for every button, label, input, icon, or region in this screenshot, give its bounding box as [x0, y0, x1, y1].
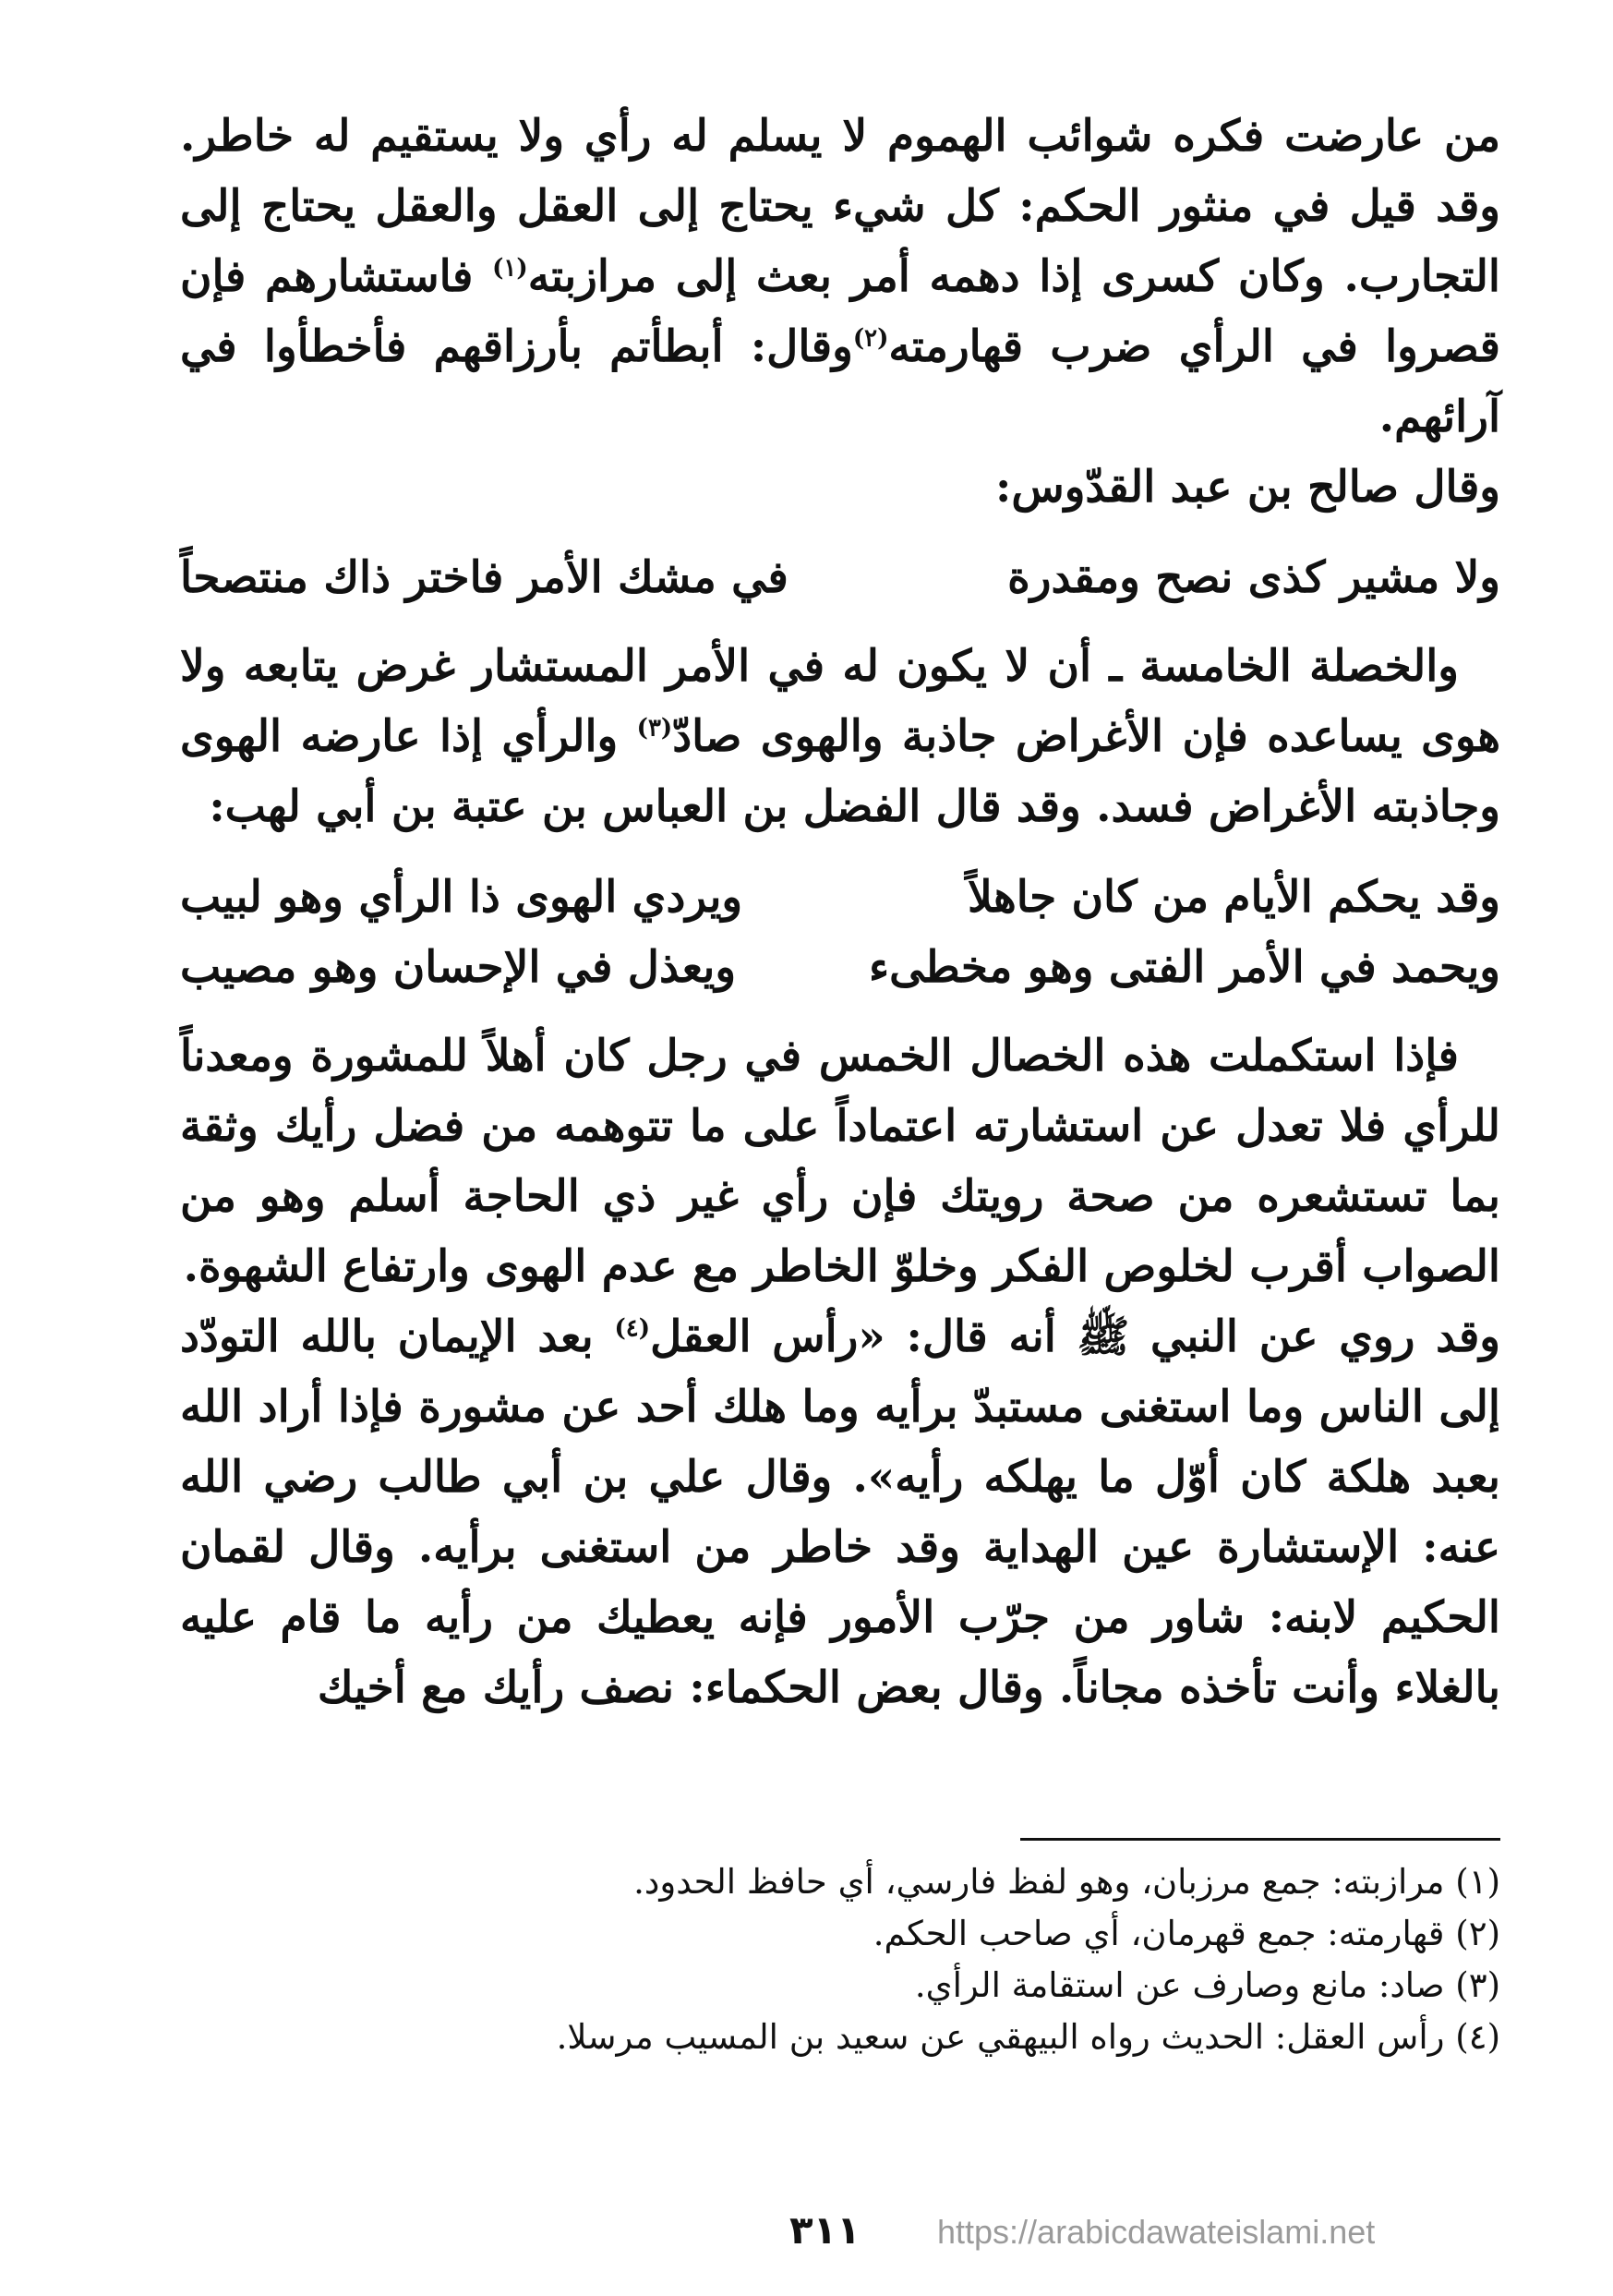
- paragraph-1: [180, 102, 1500, 453]
- verse-line-3: [180, 933, 1500, 1003]
- paragraph-5-text-b: بعد الإيمان بالله التودّد إلى الناس وما استغنى مستبدّ برأيه وما هلك أحد عن مشورة فإذا أراد الله بعبد هلكة كان أوّل ما يهلكه رأيه». وقال علي بن أبي طالب رضي الله عنه: الإستشارة عين الهداية وقد خاطر من استغنى برأيه. وقال لقمان الحكيم لابنه: شاور من جرّب الأمور فإنه يعطيك من رأيه ما قام عليه بالغلاء وأنت تأخذه مجاناً. وقال بعض الحكماء: نصف رأيك مع أخيك: [180, 1311, 1500, 1713]
- footnote-4: (٤) رأس العقل: الحديث رواه البيهقي عن سعيد بن المسيب مرسلا.: [556, 2017, 1500, 2057]
- verse-block-2: [180, 863, 1500, 1003]
- page-footer: [0, 2207, 1613, 2263]
- paragraph-1-text-c: وقال: أبطأتم بأرزاقهم فأخطأوا في آرائهم.: [180, 321, 1500, 442]
- footnote-1: (١) مرازبته: جمع مرزبان، وهو لفظ فارسي، أي حافظ الحدود.: [633, 1862, 1500, 1902]
- footnote-mark-4[interactable]: (٤): [614, 1314, 651, 1343]
- footnote-3: (٣) صاد: مانع وصارف عن استقامة الرأي.: [914, 1965, 1500, 2005]
- footnote-mark-2[interactable]: (٢): [852, 324, 889, 353]
- paragraph-5: [180, 1302, 1500, 1723]
- paragraph-5-text: وقد روي عن النبي ﷺ أنه قال: «رأس العقل: [650, 1311, 1500, 1362]
- paragraph-3-text-b: والرأي إذا عارضه الهوى وجاذبته الأغراض فسد. وقد قال الفضل بن العباس بن عتبة بن أبي لهب:: [180, 711, 1500, 832]
- verse-line-2: [180, 863, 1500, 933]
- footnote-2: (٢) قهارمته: جمع قهرمان، أي صاحب الحكم.: [873, 1914, 1500, 1953]
- paragraph-1-text-b: فاستشارهم فإن قصروا في الرأي ضرب قهارمته: [180, 251, 1500, 372]
- verse-2-left-hemistich: ويردي الهوى ذا الرأي وهو لبيب: [180, 872, 743, 923]
- paragraph-3-text: والخصلة الخامسة ـ أن لا يكون له في الأمر المستشار غرض يتابعه ولا هوى يساعده فإن الأغراض جاذبة والهوى صادّ: [180, 641, 1500, 762]
- footnote-mark-3[interactable]: (٣): [636, 714, 673, 743]
- verse-2-right-hemistich: وقد يحكم الأيام من كان جاهلاً: [967, 872, 1500, 923]
- verse-3-left-hemistich: ويعذل في الإحسان وهو مصيب: [180, 942, 737, 993]
- verse-line-1: [180, 543, 1500, 613]
- footnotes: [180, 1856, 1500, 2063]
- paragraph-4: فإذا استكملت هذه الخصال الخمس في رجل كان أهلاً للمشورة ومعدناً للرأي فلا تعدل عن استشارته اعتماداً على ما تتوهمه من فضل رأيك وثقة بما تستشعره من صحة رويتك فإن رأي غير ذي الحاجة أسلم وهو من الصواب أقرب لخلوص الفكر وخلوّ الخاطر مع عدم الهوى وارتفاع الشهوة.: [180, 1031, 1500, 1292]
- page-body: [180, 102, 1500, 1723]
- paragraph-1-text: من عارضت فكره شوائب الهموم لا يسلم له رأي ولا يستقيم له خاطر. وقد قيل في منثور الحكم: كل شيء يحتاج إلى العقل والعقل يحتاج إلى التجارب. وكان كسرى إذا دهمه أمر بعث إلى مرازبته: [180, 111, 1500, 302]
- verse-block-1: [180, 543, 1500, 613]
- footnote-divider: [1020, 1838, 1500, 1841]
- verse-1-right-hemistich: ولا مشير كذى نصح ومقدرة: [1007, 552, 1500, 603]
- paragraph-3: [180, 632, 1500, 842]
- verse-1-left-hemistich: في مشك الأمر فاختر ذاك منتصحاً: [180, 552, 788, 603]
- page-number: ٣١١: [789, 2207, 861, 2253]
- watermark-url[interactable]: https://arabicdawateislami.net: [937, 2213, 1376, 2251]
- paragraph-2: وقال صالح بن عبد القدّوس:: [995, 462, 1500, 513]
- footnote-mark-1[interactable]: (١): [492, 254, 528, 283]
- verse-3-right-hemistich: ويحمد في الأمر الفتى وهو مخطىء: [868, 942, 1500, 993]
